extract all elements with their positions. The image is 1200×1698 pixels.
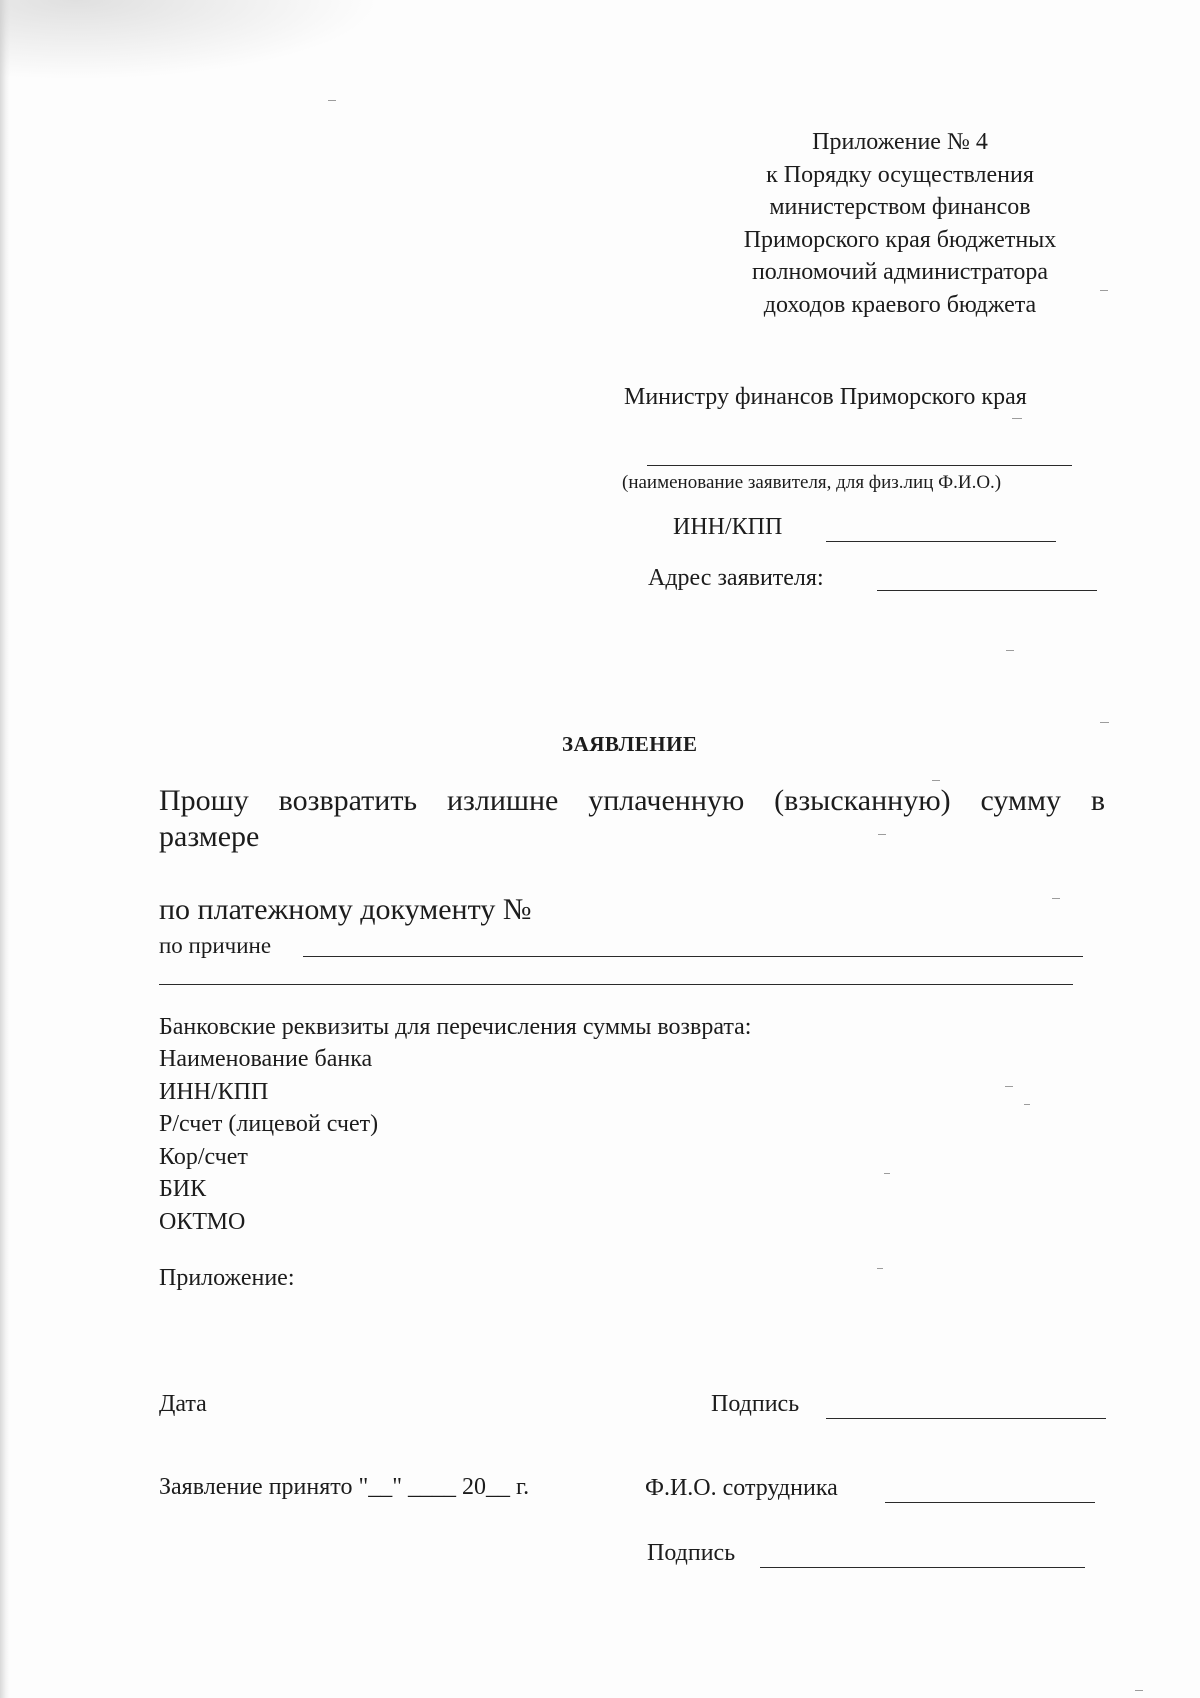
attachment-label: Приложение: (159, 1265, 295, 1291)
scan-speck (1006, 650, 1014, 651)
appendix-line: к Порядку осуществления (766, 161, 1034, 188)
scan-speck (328, 100, 336, 101)
employee-name-line (885, 1502, 1095, 1503)
signature-label: Подпись (711, 1391, 800, 1417)
scan-speck (1005, 1086, 1013, 1087)
employee-name-label: Ф.И.О. сотрудника (645, 1475, 838, 1501)
request-text-line1: Прошу возвратить излишне уплаченную (взысканную) сумму в (159, 784, 1105, 817)
appendix-line: Приложение № 4 (812, 129, 988, 155)
employee-signature-line (760, 1567, 1085, 1568)
scan-speck (1052, 898, 1060, 899)
applicant-address-line (877, 590, 1097, 591)
oktmo-label: ОКТМО (159, 1209, 246, 1235)
inn-kpp-label: ИНН/КПП (673, 514, 783, 540)
appendix-line: полномочий администратора (751, 259, 1049, 285)
scan-speck (1012, 418, 1022, 419)
appendix-line: доходов краевого бюджета (763, 291, 1037, 318)
applicant-address-label: Адрес заявителя: (648, 565, 824, 591)
document-title: ЗАЯВЛЕНИЕ (562, 732, 698, 756)
scan-speck (932, 780, 940, 781)
bik-label: БИК (159, 1176, 207, 1202)
scan-speck (1100, 290, 1108, 291)
bank-account-label: Р/счет (лицевой счет) (159, 1111, 379, 1137)
inn-kpp-line (826, 541, 1056, 542)
reason-line-2 (159, 984, 1073, 985)
date-label: Дата (159, 1391, 207, 1417)
correspondent-account-label: Кор/счет (159, 1144, 248, 1170)
scan-speck (878, 834, 886, 835)
signature-line (826, 1418, 1106, 1419)
scan-shadow-top (0, 0, 380, 80)
payment-document-label: по платежному документу № (159, 893, 532, 926)
request-text-line2: размере (159, 820, 260, 853)
reason-line (303, 956, 1083, 957)
appendix-line: Приморского края бюджетных (743, 226, 1057, 253)
scan-speck (1135, 1690, 1143, 1691)
reason-label: по причине (159, 933, 272, 958)
scan-speck (884, 1173, 890, 1174)
scan-speck (1024, 1104, 1030, 1105)
scan-shadow-left (0, 0, 10, 1698)
applicant-caption: (наименование заявителя, для физ.лиц Ф.И.О.) (622, 472, 1002, 493)
scan-speck (1100, 722, 1109, 723)
bank-details-heading: Банковские реквизиты для перечисления суммы возврата: (159, 1014, 752, 1040)
bank-inn-kpp-label: ИНН/КПП (159, 1079, 269, 1105)
addressee-minister: Министру финансов Приморского края (624, 384, 1027, 410)
appendix-reference (680, 126, 1120, 321)
application-accepted-text: Заявление принято "__" ____ 20__ г. (159, 1474, 530, 1500)
scan-speck (877, 1268, 883, 1269)
employee-signature-label: Подпись (647, 1540, 736, 1566)
appendix-line: министерством финансов (769, 194, 1031, 220)
applicant-name-line (647, 465, 1072, 466)
bank-name-label: Наименование банка (159, 1046, 373, 1072)
